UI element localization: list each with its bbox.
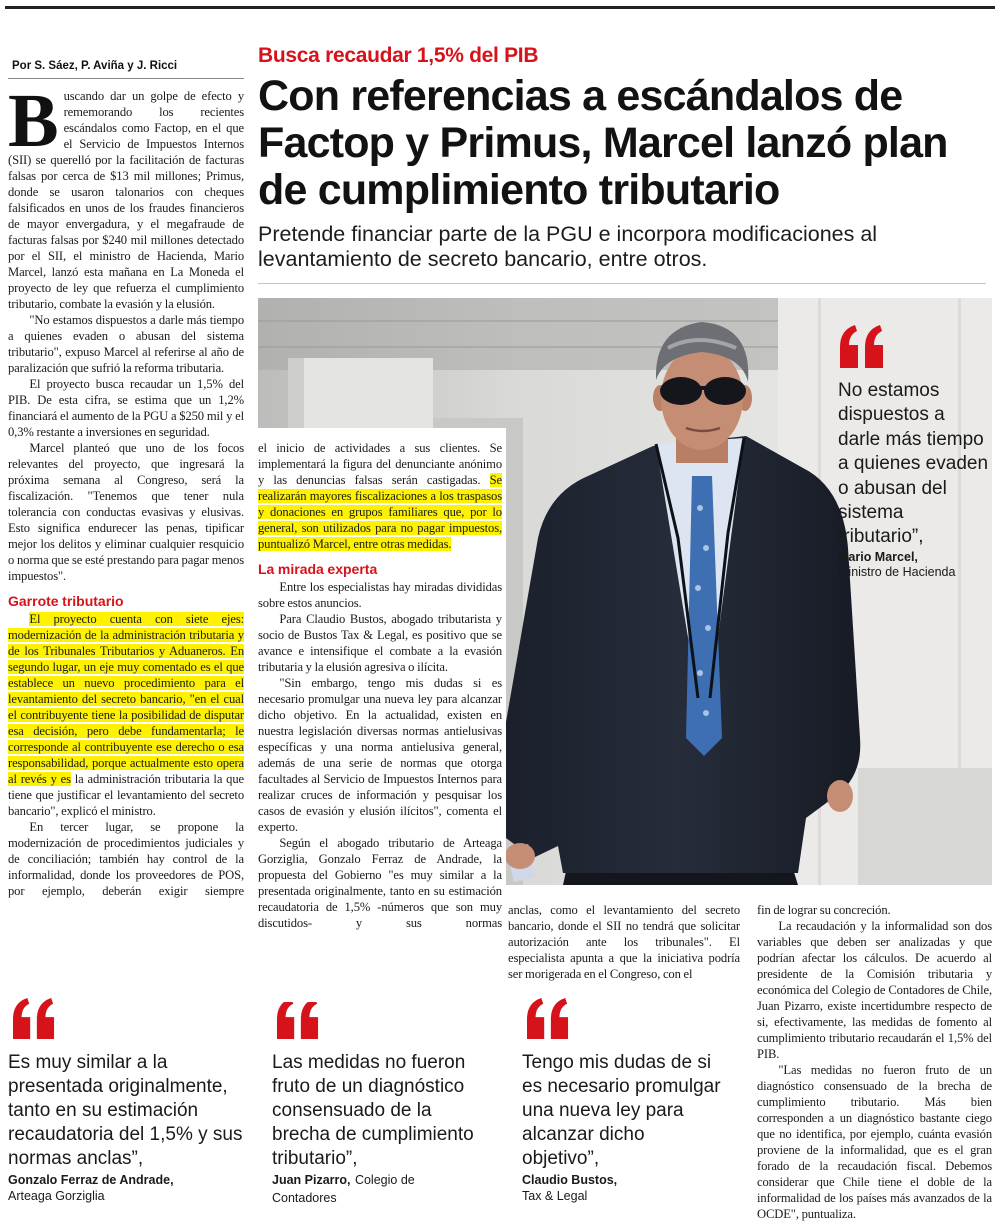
- quote-mark-icon: [522, 998, 574, 1040]
- article-column-4: [757, 902, 992, 1222]
- pull-quote-title: Arteaga Gorziglia: [8, 1189, 105, 1203]
- body-paragraph: fin de lograr su concreción.: [757, 903, 891, 917]
- body-paragraph: El proyecto busca recaudar un 1,5% del PIB. De esta cifra, se estima que un 1,2% financiará el aumento de la PGU a $250 mil y el 0,3% restante a inversiones en seguridad.: [8, 377, 244, 439]
- pull-quote-title: Tax & Legal: [522, 1189, 588, 1203]
- paragraph-text: la administración tributaria la que tiene que justificar el levantamiento del secreto bancario", explicó el ministro.: [8, 772, 244, 818]
- body-paragraph: La recaudación y la informalidad son dos variables que deben ser analizadas y que podrían afectar los cálculos. De acuerdo al presidente de la Comisión tributaria y económica del Colegio de Contadores de Chile, Juan Pizarro, existe incertidumbre respecto de si, efectivamente, las medidas de fomento al cumplimiento tributario recaudarán el 1,5% del PIB.: [757, 919, 992, 1061]
- pull-quote-title: Colegio de Contadores: [272, 1173, 415, 1205]
- body-paragraph: anclas, como el levantamiento del secreto bancario, donde el SII no tendrá que solicitar autorización ante los tribunales". El especialista apunta a que la iniciativa podría ser morigerada en el Congreso, con el: [508, 903, 740, 981]
- pull-quote-text: Tengo mis dudas de si es necesario promulgar una nueva ley para alcanzar dicho objetivo”,: [522, 1052, 721, 1169]
- body-paragraph: Para Claudio Bustos, abogado tributarista y socio de Bustos Tax & Legal, es positivo que se avance e intensifique el combate a la evasión tributaria y la elusión agresiva o ilícita.: [258, 612, 502, 674]
- pull-quote-pizarro: [272, 998, 479, 1207]
- top-rule: [5, 6, 995, 9]
- body-paragraph: "No estamos dispuestos a darle más tiempo a quienes evaden o abusan del sistema tributario", expuso Marcel al referirse al año de paralización que sufrió la reforma tributaria.: [8, 313, 244, 375]
- pull-quote-text: Las medidas no fueron fruto de un diagnóstico consensuado de la brecha de cumplimiento tributario”,: [272, 1052, 474, 1169]
- pull-quote-attribution: [522, 1171, 722, 1204]
- article-column-1: [8, 79, 244, 899]
- body-paragraph: [8, 79, 244, 312]
- article-column-3: [508, 902, 740, 982]
- pull-quote-name: Claudio Bustos,: [522, 1173, 618, 1187]
- body-paragraph: "Las medidas no fueron fruto de un diagnóstico consensuado de la brecha de cumplimiento tributario. Más bien corresponden a un diagnóstico bastante ciego que no identifica, por ejemplo, cuánta evasión proviene de la informalidad, que es el gran forado de la recaudación fiscal. Debemos considerar que Chile tiene el doble de la informalidad de los países más avanzados de la OCDE", puntualiza.: [757, 1063, 992, 1221]
- paragraph-text: uscando dar un golpe de efecto y rememorando los recientes escándalos como Factop, en el que el Servicio de Impuestos Internos (SII) se querelló por la facilitación de facturas falsas por cerca de $13 mil millones; Primus, donde se usaron talonarios con cheques falsificados en unos de los fraudes financieros de mayor envergadura, y el megafraude de facturas falsas por $240 mil millones detectado por el SII, el ministro de Hacienda, Mario Marcel, lanzó esta mañana en La Moneda el proyecto de ley que refuerza el cumplimiento tributario, combate la evasión y la elusión.: [8, 89, 244, 311]
- body-paragraph: Según el abogado tributario de Arteaga Gorziglia, Gonzalo Ferraz de Andrade, la propuesta del Gobierno "es muy similar a la presentada originalmente, tanto en su estimación recaudatoria de 1,5% -números que son muy discutidos- y sus normas: [258, 836, 502, 930]
- drop-cap: B: [8, 79, 59, 163]
- pull-quote-ferraz: [8, 998, 243, 1204]
- section-heading: Garrote tributario: [8, 593, 124, 609]
- subhead-divider: [258, 283, 986, 284]
- quote-mark-icon: [8, 998, 60, 1040]
- body-paragraph: [258, 440, 502, 552]
- pull-quote-bustos: [522, 998, 722, 1204]
- pull-quote-name: Gonzalo Ferraz de Andrade,: [8, 1173, 174, 1187]
- pull-quote-title: ministro de Hacienda: [838, 564, 956, 579]
- pull-quote-attribution: [272, 1171, 442, 1207]
- body-paragraph: Entre los especialistas hay miradas divididas sobre estos anuncios.: [258, 580, 502, 610]
- body-paragraph: En tercer lugar, se propone la modernización de procedimientos judiciales y de conciliación; también hay control de la informalidad, donde los proveedores de POS, por ejemplo, deberán exigir siempre: [8, 820, 244, 898]
- section-heading: La mirada experta: [258, 561, 378, 577]
- pull-quote-name: Juan Pizarro,: [272, 1173, 351, 1187]
- headline: Con referencias a escándalos de Factop y Primus, Marcel lanzó plan de cumplimiento tributario: [258, 72, 948, 214]
- highlighted-text: El proyecto cuenta con siete ejes: modernización de la administración tributaria y de los Tribunales Tributarios y Aduaneros. En segundo lugar, un eje muy comentado es el que establece un nuevo procedimiento para el levantamiento del secreto bancario, "en el cual el contribuyente tiene la posibilidad de disputar esa decisión, pero debe fundamentarla; le corresponde al contribuyente ese derecho o esa responsabilidad, porque actualmente esto opera al revés y es: [8, 612, 244, 786]
- paragraph-text: el inicio de actividades a sus clientes. Se implementará la figura del denunciante anónimo y las denuncias falsas serán castigadas.: [258, 441, 502, 487]
- kicker: Busca recaudar 1,5% del PIB: [258, 44, 539, 67]
- photo-pull-quote: [838, 325, 988, 580]
- pull-quote-attribution: [8, 1171, 243, 1204]
- body-paragraph: Marcel planteó que uno de los focos relevantes del proyecto, que ingresará la próxima semana al Congreso, será la fiscalización. "Tenemos que tener nula tolerancia con conductas evasivas y elusivas. Esto significa endurecer las penas, tipificar mejor los delitos y eliminar cualquier resquicio o norma que se esté prestando para pagar menos impuestos".: [8, 441, 244, 583]
- quote-mark-icon: [272, 998, 324, 1040]
- subheadline: Pretende financiar parte de la PGU e incorpora modificaciones al levantamiento de secreto bancario, entre otros.: [258, 222, 878, 271]
- pull-quote-text: No estamos dispuestos a darle más tiempo a quienes evaden o abusan del sistema tributario”,: [838, 380, 989, 548]
- quote-mark-icon: [838, 325, 886, 369]
- pull-quote-name: Mario Marcel,: [838, 549, 918, 564]
- pull-quote-text: Es muy similar a la presentada originalmente, tanto en su estimación recaudatoria del 1,5% y sus normas anclas”,: [8, 1052, 243, 1169]
- highlighted-text: Se realizarán mayores fiscalizaciones a los traspasos y donaciones en grupos familiares que, por lo general, son utilizados para no pagar impuestos, puntualizó Marcel, entre otras medidas.: [258, 473, 502, 551]
- article-column-2: [258, 428, 506, 1002]
- byline: Por S. Sáez, P. Aviña y J. Ricci: [12, 60, 178, 72]
- body-paragraph: "Sin embargo, tengo mis dudas si es necesario promulgar una nueva ley para alcanzar dicho objetivo. En la actualidad, existen en nuestra legislación diversas normas antielusivas específicas y una norma antielusiva general, además de una serie de normas que otorga facultades al Servicio de Impuestos Internos para realizar cruces de información y pesquisar los casos de evasión y elusión ilícitos", comenta el experto.: [258, 676, 502, 834]
- body-paragraph: [8, 611, 244, 819]
